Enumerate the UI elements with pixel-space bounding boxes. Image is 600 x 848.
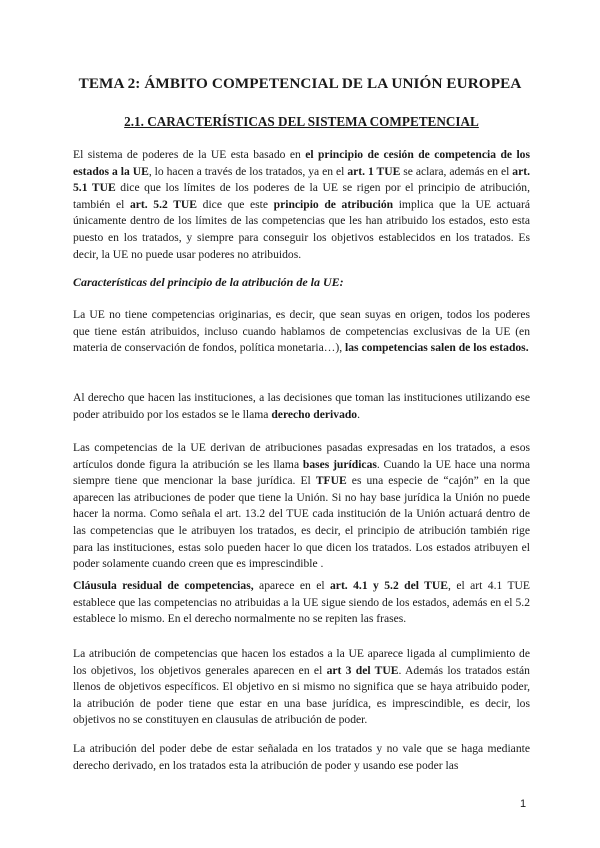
- p6-text-2: . Además los tratados están llenos de objetivos específicos. El objetivo en si mismo no significa que se haya atribuido poder, la atribución de poder tiene que estar en una base jurídica, es imprescindible, es decir, los objetivos no se constituyen en clausulas de atribución de poder.: [73, 663, 530, 727]
- p1-text-1: El sistema de poderes de la UE esta basado en: [73, 148, 306, 161]
- p4-bold-2: TFUE: [315, 474, 347, 488]
- subheading-characteristics: Características del principio de la atribución de la UE:: [73, 275, 344, 289]
- p1-text-2: , lo hacen a través de los tratados, ya en el: [148, 164, 348, 178]
- p4-text-3: es una especie de “cajón” en la que aparecen las atribuciones de poder que tiene la Unión. Si no hay base jurídica la Unión no puede hacer la norma. Como señala el art. 13.2 del TUE cada institución de la Unión actuará dentro de las competencias que le atribuyen los tratados, es decir, el principio de atribución también rige para las instituciones, estas solo pueden hacer lo que dicen los tratados. Los estados atribuyen el poder solamente cuando creen que es imprescindible .: [73, 474, 530, 571]
- paragraph-5: [73, 578, 530, 628]
- p3-text-2: .: [357, 407, 361, 421]
- p1-bold-1: el principio de cesión de competencia de los estados a la UE: [73, 148, 530, 178]
- p1-text-4: dice que los límites de los poderes de la UE se rigen por el principio de atribución, también el: [73, 181, 530, 211]
- paragraph-2: [73, 307, 530, 357]
- p5-text-2: , el art 4.1 TUE establece que las competencias no atribuidas a la UE sigue siendo de los estados, además en el 5.2 establece lo mismo. En el derecho normalmente no se repiten las frases.: [73, 579, 531, 626]
- p1-text-6: implica que la UE actuará únicamente dentro de los límites de las competencias que les han atribuido los estados, esto esta puesto en los tratados, y siempre para conseguir los objetivos establecidos en los tratados. Es decir, la UE no puede usar poderes no atribuidos.: [73, 197, 530, 261]
- paragraph-3: [73, 390, 530, 423]
- paragraph-6: [73, 646, 530, 729]
- paragraph-7: [73, 741, 530, 774]
- p6-bold-1: art 3 del TUE: [326, 663, 399, 677]
- p3-text-1: Al derecho que hacen las instituciones, a las decisiones que toman las instituciones utilizando ese poder atribuido por los estados se le llama: [73, 391, 530, 421]
- paragraph-1: [73, 147, 530, 263]
- p2-bold-1: las competencias salen de los estados.: [345, 341, 529, 355]
- p5-bold-2: art. 4.1 y 5.2 del TUE: [330, 579, 449, 592]
- p4-text-1: Las competencias de la UE derivan de atribuciones pasadas expresadas en los tratados, a esos artículos donde figura la atribución se les llama: [73, 441, 530, 471]
- p1-bold-2: art. 1 TUE: [347, 164, 401, 178]
- p1-text-3: se aclara, además en el: [400, 164, 513, 178]
- p5-bold-1: Cláusula residual de competencias,: [73, 579, 254, 592]
- p3-bold-1: derecho derivado: [271, 407, 358, 421]
- p1-bold-5: principio de atribución: [273, 197, 394, 211]
- section-heading: 2.1. CARACTERÍSTICAS DEL SISTEMA COMPETENCIAL: [124, 114, 479, 129]
- page-number: 1: [520, 798, 527, 810]
- p1-bold-4: art. 5.2 TUE: [129, 197, 198, 211]
- document-title: TEMA 2: ÁMBITO COMPETENCIAL DE LA UNIÓN EUROPEA: [78, 75, 522, 92]
- p6-text-1: La atribución de competencias que hacen los estados a la UE aparece ligada al cumplimiento de los objetivos, los objetivos generales aparecen en el: [73, 647, 530, 677]
- p2-text-1: La UE no tiene competencias originarias, es decir, que sean suyas en origen, todos los poderes que tiene están atribuidos, incluso cuando hablamos de competencias exclusivas de la UE (en materia de conservación de fondos, política monetaria…),: [73, 308, 530, 355]
- p4-bold-1: bases jurídicas: [302, 457, 377, 471]
- p1-text-5: dice que este: [197, 197, 274, 211]
- p7-text-1: La atribución del poder debe de estar señalada en los tratados y no vale que se haga mediante derecho derivado, en los tratados esta la atribución de poder y usando ese poder las: [73, 742, 530, 772]
- paragraph-4: [73, 440, 530, 573]
- p4-text-2: . Cuando la UE hace una norma siempre tiene que mencionar la base jurídica. El: [73, 457, 530, 488]
- p1-bold-3: art. 5.1 TUE: [73, 164, 530, 195]
- p5-text-1: aparece en el: [253, 579, 330, 592]
